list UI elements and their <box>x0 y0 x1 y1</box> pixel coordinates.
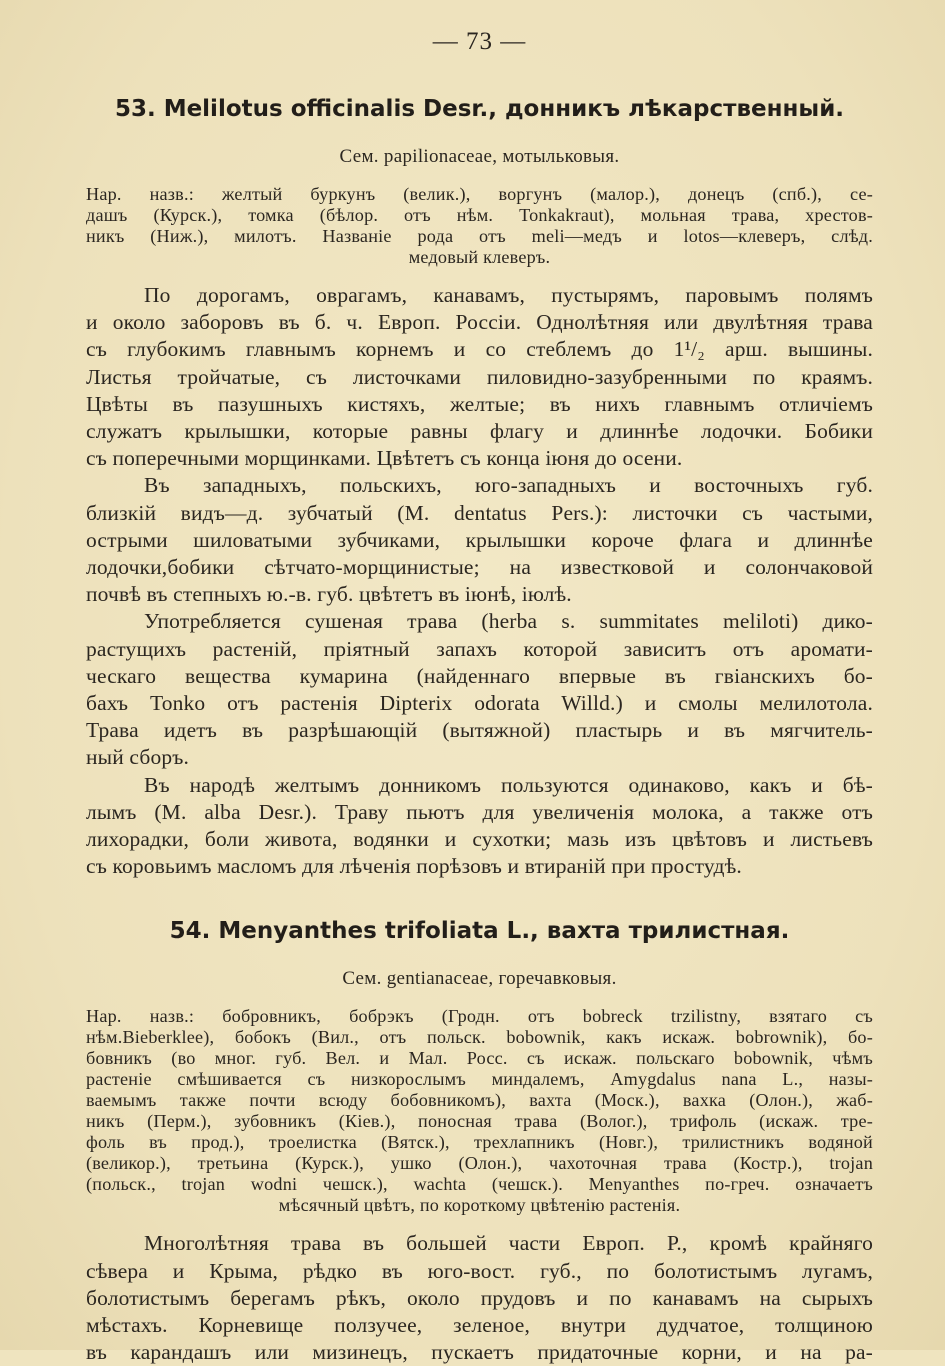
folk-names-block <box>86 184 873 268</box>
text-line: медовый клеверъ. <box>408 247 551 267</box>
text-line: мѣстахъ. Корневище ползучее, зеленое, внутри дудчатое, толщиною <box>86 1313 873 1338</box>
text-line: Листья тройчатые, съ листочками пиловидно-зазубренными по краямъ. <box>86 364 873 389</box>
text-line: Нар. назв.: бобровникъ, бобрэкъ (Гродн. отъ bobreck trzilistny, взятаго съ <box>86 1006 873 1027</box>
text-line: никъ (Ниж.), милотъ. Названіе рода отъ meli—медъ и lotos—клеверъ, слѣд. <box>86 226 873 246</box>
text-line: съ глубокимъ главнымъ корнемъ и со стеблемъ до 1¹/₂ арш. вышины. <box>86 337 873 362</box>
family-line: Сем. papilionaceae, мотыльковыя. <box>339 146 620 167</box>
text-line: фоль въ прод.), троелистка (Вятск.), трехлапникъ (Новг.), трилистникъ водяной <box>86 1132 873 1153</box>
text-line: лихорадки, боли живота, водянки и сухотки; мазь изъ цвѣтовъ и листьевъ <box>86 827 873 852</box>
section-gap <box>86 880 873 918</box>
paragraph <box>86 608 873 771</box>
text-line: (польск., trojan wodni чешск.), wachta (чешск.). Menyanthes по-греч. означаетъ <box>86 1174 873 1195</box>
paragraph <box>86 472 873 608</box>
text-line: Цвѣты въ пазушныхъ кистяхъ, желтые; въ нихъ главнымъ отличіемъ <box>86 391 873 416</box>
text-line: въ карандашъ или мизинецъ, пускаетъ придаточные корни, и на ра- <box>86 1340 873 1365</box>
text-line: мѣсячный цвѣтъ, по короткому цвѣтенію растенія. <box>278 1195 681 1216</box>
text-line: ный сборъ. <box>86 745 190 770</box>
text-line: По дорогамъ, оврагамъ, канавамъ, пустырямъ, паровымъ полямъ <box>144 283 873 307</box>
page-number: — 73 — <box>432 28 527 55</box>
article-heading: 54. Menyanthes trifoliata L., вахта трилистная. <box>169 918 790 945</box>
article-heading: 53. Melilotus officinalis Desr., донникъ лѣкарственный. <box>114 96 845 122</box>
article-melilotus <box>86 96 873 880</box>
text-line: никъ (Перм.), зубовникъ (Кіев.), поносная трава (Волог.), трифоль (искаж. тре- <box>86 1111 873 1132</box>
text-line: Многолѣтняя трава въ большей части Европ. Р., кромѣ крайняго <box>144 1231 873 1256</box>
text-line: съ коровьимъ масломъ для лѣченія порѣзовъ и втираній при простудѣ. <box>86 854 742 879</box>
text-line: Нар. назв.: желтый буркунъ (велик.), воргунъ (малор.), донецъ (спб.), се- <box>86 184 873 204</box>
text-line: и около заборовъ въ б. ч. Европ. Россіи. Однолѣтняя или двулѣтняя трава <box>86 310 873 335</box>
text-line: бахъ Tonko отъ растенія Dipterix odorata Willd.) и смолы мелилотола. <box>86 691 873 716</box>
text-line: острыми шиловатыми зубчиками, крылышки короче флага и длиннѣе <box>86 527 873 552</box>
text-line: служатъ крылышки, которые равны флагу и длиннѣе лодочки. Бобики <box>86 419 873 444</box>
text-line: (великор.), третьина (Курск.), ушко (Олон.), чахоточная трава (Костр.), trojan <box>86 1153 873 1174</box>
text-line: сѣвера и Крыма, рѣдко въ юго-вост. губ., по болотистымъ лугамъ, <box>86 1258 873 1283</box>
text-line: Трава идетъ въ разрѣшающій (вытяжной) пластырь и въ мягчитель- <box>86 718 873 743</box>
folk-names-block <box>86 1006 873 1216</box>
text-line: ваемымъ также почти всюду бобовникомъ), вахта (Моск.), вахка (Олон.), жаб- <box>86 1090 873 1111</box>
text-line: болотистымъ берегамъ рѣкъ, около прудовъ и по канавамъ на сырыхъ <box>86 1285 873 1310</box>
text-line: Въ западныхъ, польскихъ, юго-западныхъ и восточныхъ губ. <box>144 473 873 498</box>
text-line: Употребляется сушеная трава (herba s. summitates meliloti) дико- <box>144 609 873 634</box>
text-line: нѣм.Bieberklee), бобокъ (Вил., отъ польск. bobownik, какъ искаж. bobrownik), бо- <box>86 1027 873 1048</box>
paragraph <box>86 772 873 881</box>
paragraph <box>86 282 873 472</box>
text-line: растущихъ растеній, пріятный запахъ которой зависитъ отъ аромати- <box>86 636 873 661</box>
text-line: растеніе смѣшивается съ низкорослымъ миндалемъ, Amygdalus nana L., назы- <box>86 1069 873 1090</box>
text-line: бовникъ (во мног. губ. Вел. и Мал. Росс. съ искаж. польскаго bobownik, чѣмъ <box>86 1048 873 1069</box>
text-line: почвѣ въ степныхъ ю.-в. губ. цвѣтетъ въ іюнѣ, іюлѣ. <box>86 582 572 607</box>
text-line: съ поперечными морщинками. Цвѣтетъ съ конца іюня до осени. <box>86 446 683 471</box>
text-line: лымъ (M. alba Desr.). Траву пьютъ для увеличенія молока, а также отъ <box>86 799 873 824</box>
text-line: близкій видъ—д. зубчатый (M. dentatus Pers.): листочки съ частыми, <box>86 500 873 525</box>
article-menyanthes <box>86 918 873 1366</box>
text-line: ческаго вещества кумарина (найденнаго впервые въ гвіанскихъ бо- <box>86 663 873 688</box>
text-line: Въ народѣ желтымъ донникомъ пользуются одинаково, какъ и бѣ- <box>144 772 873 797</box>
paragraph <box>86 1230 873 1366</box>
family-line: Сем. gentianaceae, горечавковыя. <box>342 968 617 990</box>
text-line: лодочки,бобики сѣтчато-морщинистые; на известковой и солончаковой <box>86 555 873 580</box>
text-line: дашъ (Курск.), томка (бѣлор. отъ нѣм. Tonkakraut), мольная трава, хрестов- <box>86 205 873 225</box>
